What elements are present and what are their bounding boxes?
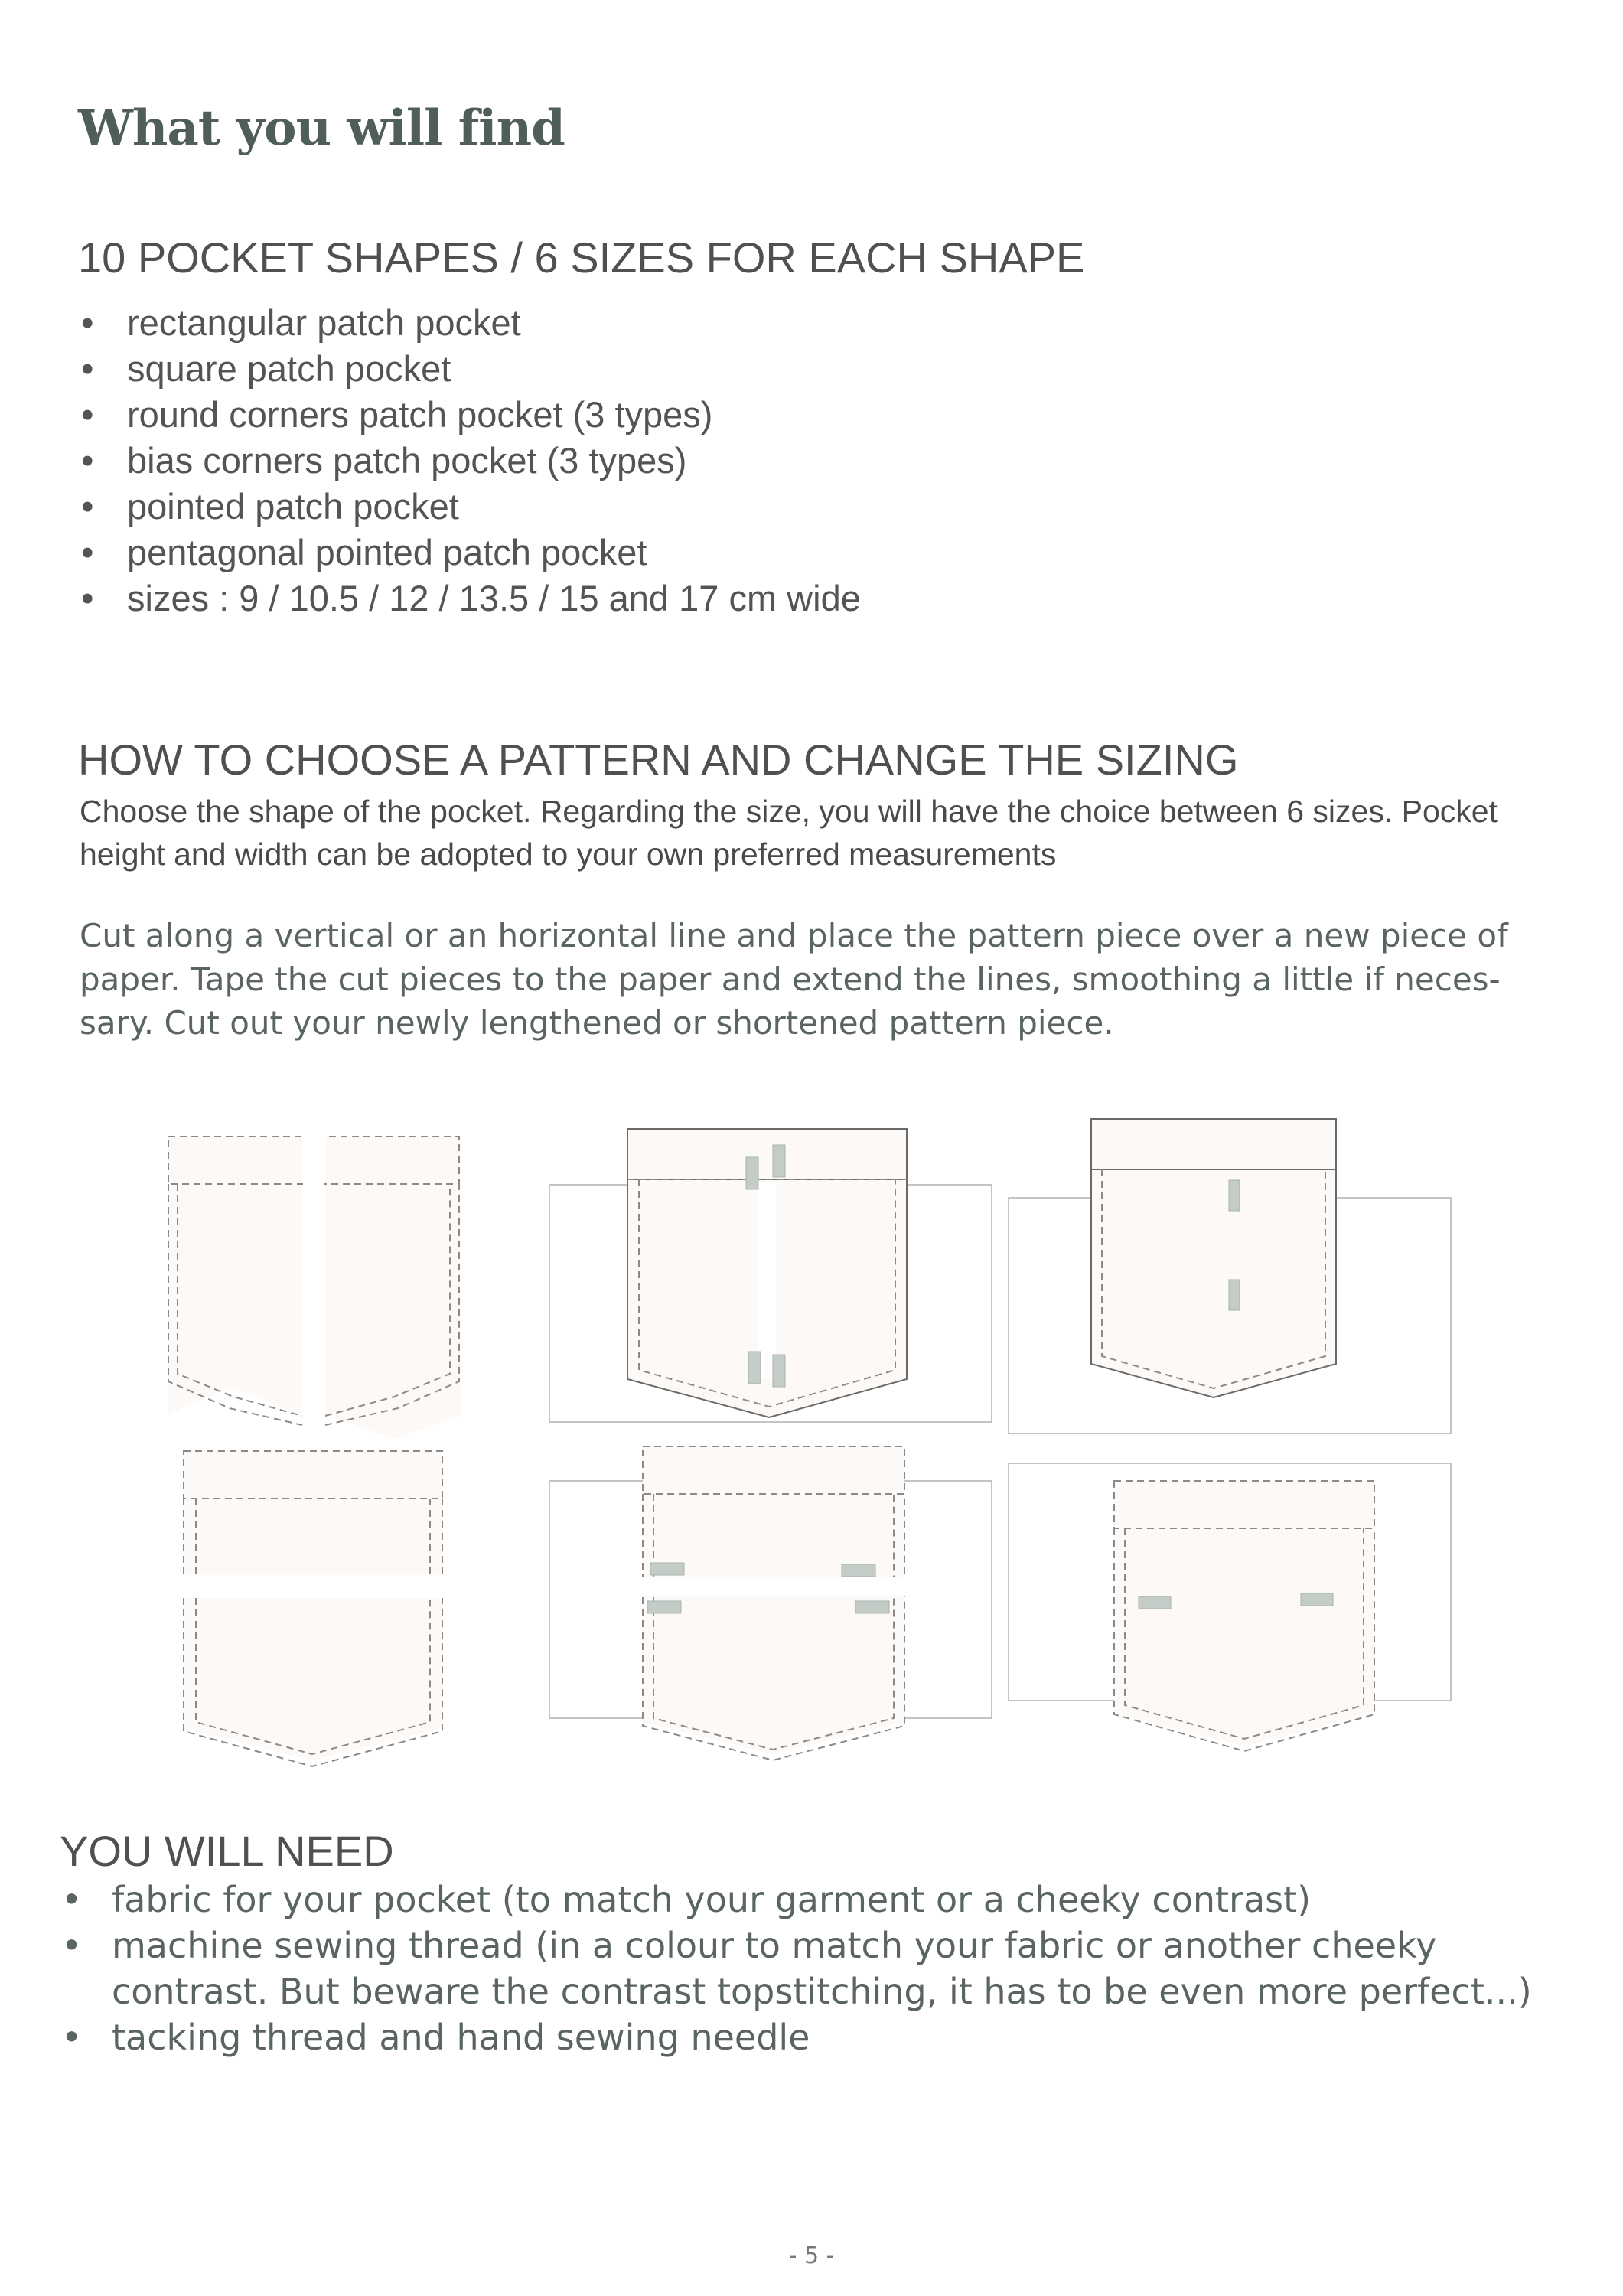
list-item: • bias corners patch pocket (3 types) — [78, 438, 861, 484]
section-heading-you-will-need: YOU WILL NEED — [60, 1827, 394, 1875]
section-heading-choose-pattern: HOW TO CHOOSE A PATTERN AND CHANGE THE SIZING — [78, 735, 1239, 784]
diagram-horizontal-cut-taped — [549, 1446, 992, 1760]
list-item: • pointed patch pocket — [78, 484, 861, 530]
diagram-lengthened-pocket — [1009, 1119, 1451, 1433]
section-heading-pocket-shapes: 10 POCKET SHAPES / 6 SIZES FOR EACH SHAPE — [78, 233, 1085, 282]
list-item: • round corners patch pocket (3 types) — [78, 392, 861, 438]
diagram-vertical-cut-taped — [549, 1129, 992, 1422]
list-item: • pentagonal pointed patch pocket — [78, 530, 861, 576]
list-item: • tacking thread and hand sewing needle — [60, 2014, 1575, 2060]
list-item: • rectangular patch pocket — [78, 300, 861, 346]
page-title: What you will find — [78, 99, 565, 157]
cut-instructions-paragraph: Cut along a vertical or an horizontal line and place the pattern piece over a new piece of paper. Tape the cut pieces to the paper and extend the lines, smoothing a little if neces-sary. Cut out your newly lengthened or shortened pattern piece. — [80, 917, 1508, 1042]
list-item: • square patch pocket — [78, 346, 861, 392]
choose-pattern-paragraph: Choose the shape of the pocket. Regarding the size, you will have the choice between 6 sizes. Pocket height and width can be adopted to your own preferred measurements — [80, 794, 1498, 872]
list-item: • machine sewing thread (in a colour to match your fabric or another cheeky contrast. But beware the contrast topstitching, it has to be even more perfect...) — [60, 1923, 1575, 2014]
list-item: • sizes : 9 / 10.5 / 12 / 13.5 / 15 and 17 cm wide — [78, 576, 861, 621]
page-number: - 5 - — [788, 2242, 835, 2269]
diagram-shortened-pocket — [1009, 1463, 1451, 1751]
supplies-list — [60, 1877, 1575, 2060]
diagram-horizontal-cut — [178, 1451, 448, 1766]
diagram-vertical-cut — [168, 1125, 461, 1446]
list-item: • fabric for your pocket (to match your garment or a cheeky contrast) — [60, 1877, 1575, 1923]
